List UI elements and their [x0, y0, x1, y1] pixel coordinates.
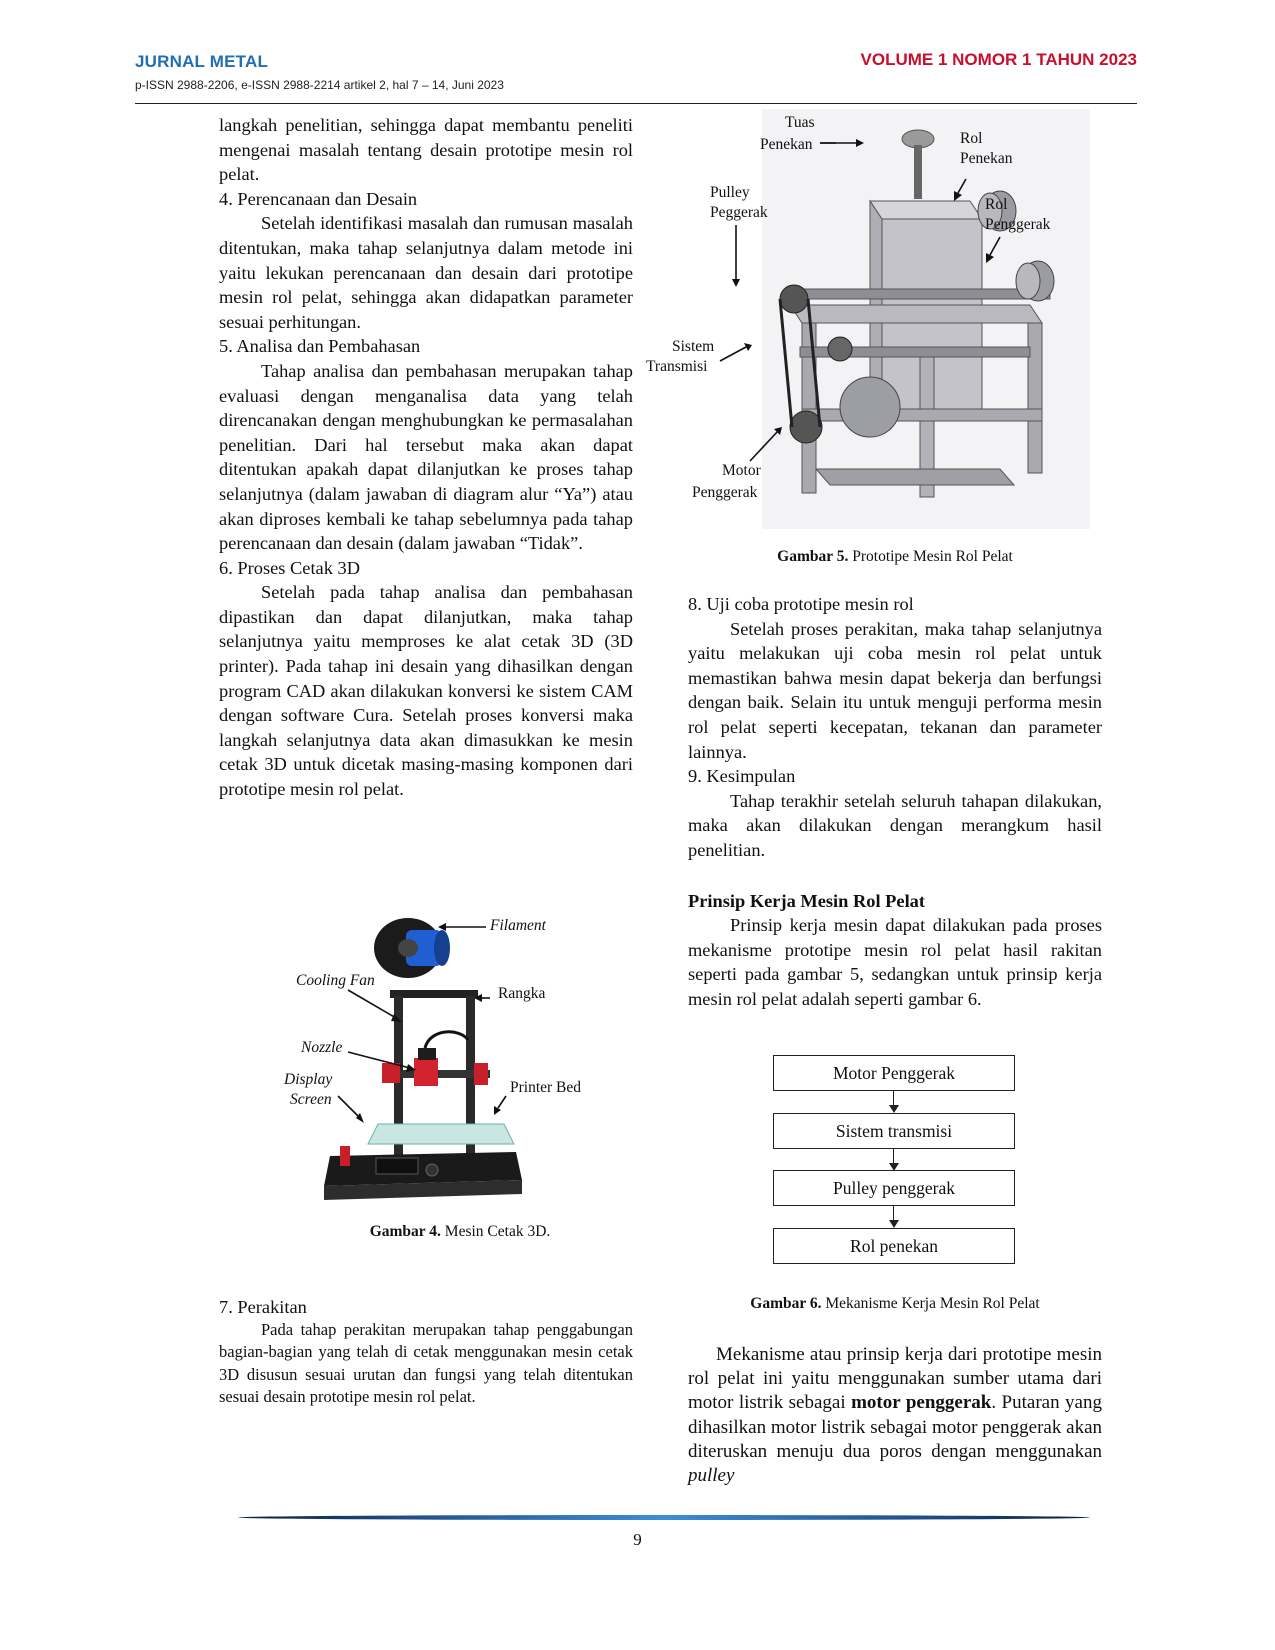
figure-5-caption [690, 548, 1100, 566]
figure-6-caption-number: Gambar 6. [750, 1295, 822, 1312]
item-7-title: 7. Perakitan [219, 1297, 307, 1317]
mechanism-text [688, 1343, 1102, 1488]
section-heading: Prinsip Kerja Mesin Rol Pelat [688, 890, 925, 911]
item-7-body: Pada tahap perakitan merupakan tahap penggabungan bagian-bagian yang telah di cetak menggunakan mesin cetak 3D disusun sesuai urutan dan fungsi yang telah ditentukan sesuai desain prototipe mesin rol pelat. [219, 1320, 633, 1407]
section-body: Prinsip kerja mesin dapat dilakukan pada proses mekanisme prototipe mesin rol pelat hasil rakitan seperti pada gambar 5, sedangkan untuk prinsip kerja mesin rol pelat adalah seperti gambar 6. [688, 915, 1102, 1009]
flow-box-rol-penekan: Rol penekan [773, 1228, 1015, 1264]
label-pulley: Pulley [710, 184, 750, 201]
item-6-body: Setelah pada tahap analisa dan pembahasan dipastikan dan dapat dilanjutkan, maka tahap selanjutnya yaitu memproses ke alat cetak 3D (3D printer). Pada tahap ini desain yang dihasilkan dengan program CAD akan dilakukan konversi ke sistem CAM dengan software Cura. Setelah proses konversi maka langkah selanjutnya data akan dimasukkan ke mesin cetak 3D untuk dicetak masing-masing komponen dari prototipe mesin rol pelat. [219, 582, 633, 800]
figure-4-caption-text: Mesin Cetak 3D. [440, 1223, 551, 1240]
flow-box-pulley-penggerak: Pulley penggerak [773, 1170, 1015, 1206]
flow-arrow-3 [893, 1206, 894, 1226]
printer-illustration [290, 918, 630, 1213]
item-8-title: 8. Uji coba prototipe mesin rol [688, 594, 914, 614]
label-sistem: Sistem [672, 338, 715, 355]
figure-5-caption-number: Gambar 5. [777, 548, 849, 565]
flow-arrow-2 [893, 1149, 894, 1169]
footer-rule [238, 1515, 1090, 1520]
label-motor-penggerak: Penggerak [692, 484, 758, 501]
item-4-body: Setelah identifikasi masalah dan rumusan masalah ditentukan, maka tahap selanjutnya dalam metode ini yaitu lekukan perencanaan dan desain dari prototipe mesin rol pelat, sehingga akan didapatkan parameter sesuai perhitungan. [219, 213, 633, 332]
right-column [688, 592, 1102, 1012]
figure-5-caption-text: Prototipe Mesin Rol Pelat [848, 548, 1013, 565]
mechanism-text-b: . Putaran yang dihasilkan motor listrik sebagai motor penggerak akan diteruskan menuju dua poros dengan menggunakan [688, 1392, 1102, 1462]
figure-6-caption [688, 1295, 1102, 1313]
item-9-title: 9. Kesimpulan [688, 766, 796, 787]
left-column [219, 113, 633, 802]
item-8-body: Setelah proses perakitan, maka tahap selanjutnya yaitu melakukan uji coba mesin rol pelat untuk memastikan bahwa mesin dapat bekerja dan berfungsi dengan baik. Selain itu untuk menguji performa mesin rol pelat seperti kecepatan, tekanan dan parameter lainnya. [688, 618, 1102, 762]
item-4-title: 4. Perencanaan dan Desain [219, 188, 418, 209]
item-6-title: 6. Proses Cetak 3D [219, 557, 360, 578]
journal-header [135, 52, 504, 92]
figure-4-printer [284, 917, 630, 1213]
item-5-title: 5. Analisa dan Pembahasan [219, 336, 421, 357]
figure-4-caption-number: Gambar 4. [369, 1223, 441, 1240]
label-tuas: Tuas [785, 114, 815, 131]
label-rol-penggerak-2: Penggerak [985, 216, 1051, 233]
figure-5-prototype [646, 109, 1090, 529]
flow-box-sistem-transmisi: Sistem transmisi [773, 1113, 1015, 1149]
label-rol-penekan-2: Penekan [960, 150, 1013, 167]
mechanism-text-italic: pulley [688, 1465, 735, 1487]
label-cooling-fan: Cooling Fan [296, 972, 375, 989]
label-filament: Filament [490, 917, 546, 934]
label-pulley-peggerak: Peggerak [710, 204, 768, 221]
volume-label: VOLUME 1 NOMOR 1 TAHUN 2023 [860, 50, 1137, 69]
mechanism-paragraph [688, 1343, 1102, 1488]
label-printer-bed: Printer Bed [510, 1079, 582, 1096]
item-9-body: Tahap terakhir setelah seluruh tahapan dilakukan, maka akan dilakukan dengan merangkum hasil penelitian. [688, 790, 1102, 860]
label-screen: Screen [290, 1091, 332, 1108]
label-rol-penekan-1: Rol [960, 130, 983, 147]
issn-line: p-ISSN 2988-2206, e-ISSN 2988-2214 artikel 2, hal 7 – 14, Juni 2023 [135, 78, 504, 92]
page-number: 9 [633, 1530, 642, 1549]
flow-arrow-1 [893, 1091, 894, 1111]
label-nozzle: Nozzle [301, 1039, 343, 1056]
flow-box-motor-penggerak: Motor Penggerak [773, 1055, 1015, 1091]
label-display: Display [284, 1071, 333, 1088]
mechanism-text-bold: motor penggerak [851, 1392, 992, 1414]
paragraph-continued: langkah penelitian, sehingga dapat membantu peneliti mengenai masalah tentang desain prototipe mesin rol pelat. [219, 115, 633, 185]
label-motor: Motor [722, 462, 761, 479]
journal-title: JURNAL METAL [135, 52, 269, 71]
item-5-body: Tahap analisa dan pembahasan merupakan tahap evaluasi dengan menganalisa data yang telah direncanakan dengan menghubungkan ke permasalahan penelitian. Dari hal tersebut maka akan dapat ditentukan apakah dapat dilanjutkan ke proses tahap selanjutnya (dalam jawaban di diagram alur “Ya”) atau akan diproses kembali ke tahap sebelumnya pada tahap perencanaan dan desain (dalam jawaban “Tidak”. [219, 360, 633, 554]
left-column-bottom [219, 1295, 633, 1409]
figure-6-caption-text: Mekanisme Kerja Mesin Rol Pelat [821, 1295, 1040, 1312]
label-sistem-transmisi: Transmisi [646, 358, 708, 375]
figure-4-caption [300, 1223, 620, 1241]
label-rol-penggerak-1: Rol [985, 196, 1008, 213]
label-rangka: Rangka [498, 985, 546, 1002]
label-tuas-penekan: Penekan [760, 136, 813, 153]
mechanism-text-a: Mekanisme atau prinsip kerja dari prototipe mesin rol pelat ini yaitu menggunakan sumber utama dari motor listrik sebagai [688, 1344, 1102, 1414]
header-rule [135, 103, 1137, 104]
